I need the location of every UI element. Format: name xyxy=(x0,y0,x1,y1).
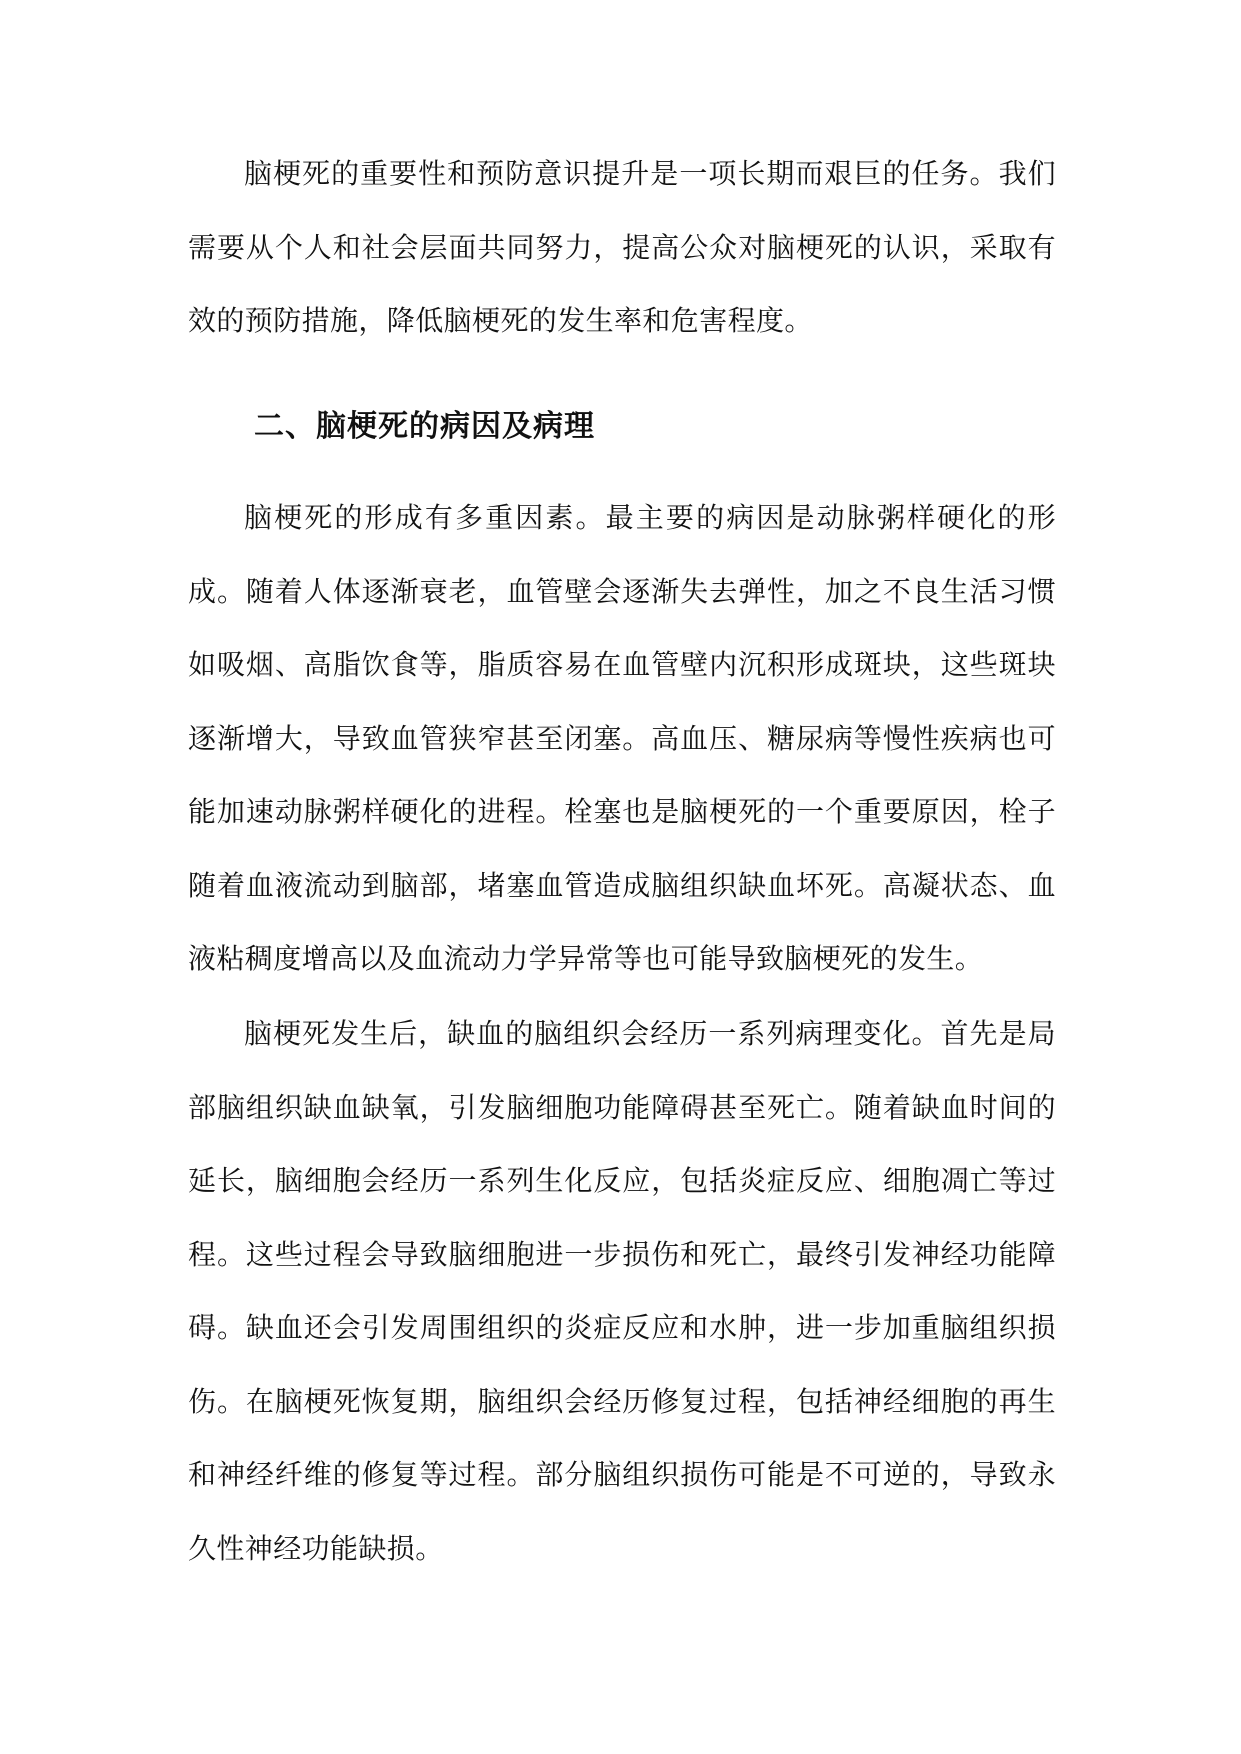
paragraph-etiology: 脑梗死的形成有多重因素。最主要的病因是动脉粥样硬化的形成。随着人体逐渐衰老，血管壁会逐渐失去弹性，加之不良生活习惯如吸烟、高脂饮食等，脂质容易在血管壁内沉积形成斑块，这些斑块逐渐增大，导致血管狭窄甚至闭塞。高血压、糖尿病等慢性疾病也可能加速动脉粥样硬化的进程。栓塞也是脑梗死的一个重要原因，栓子随着血液流动到脑部，堵塞血管造成脑组织缺血坏死。高凝状态、血液粘稠度增高以及血流动力学异常等也可能导致脑梗死的发生。 xyxy=(188,501,1056,975)
paragraph-pathology: 脑梗死发生后，缺血的脑组织会经历一系列病理变化。首先是局部脑组织缺血缺氧，引发脑细胞功能障碍甚至死亡。随着缺血时间的延长，脑细胞会经历一系列生化反应，包括炎症反应、细胞凋亡等过程。这些过程会导致脑细胞进一步损伤和死亡，最终引发神经功能障碍。缺血还会引发周围组织的炎症反应和水肿，进一步加重脑组织损伤。在脑梗死恢复期，脑组织会经历修复过程，包括神经细胞的再生和神经纤维的修复等过程。部分脑组织损伤可能是不可逆的，导致永久性神经功能缺损。 xyxy=(188,1017,1056,1565)
paragraph-prevention-awareness: 脑梗死的重要性和预防意识提升是一项长期而艰巨的任务。我们需要从个人和社会层面共同努力，提高公众对脑梗死的认识，采取有效的预防措施，降低脑梗死的发生率和危害程度。 xyxy=(188,157,1056,337)
section-heading-etiology-pathology: 二、脑梗死的病因及病理 xyxy=(254,409,595,444)
